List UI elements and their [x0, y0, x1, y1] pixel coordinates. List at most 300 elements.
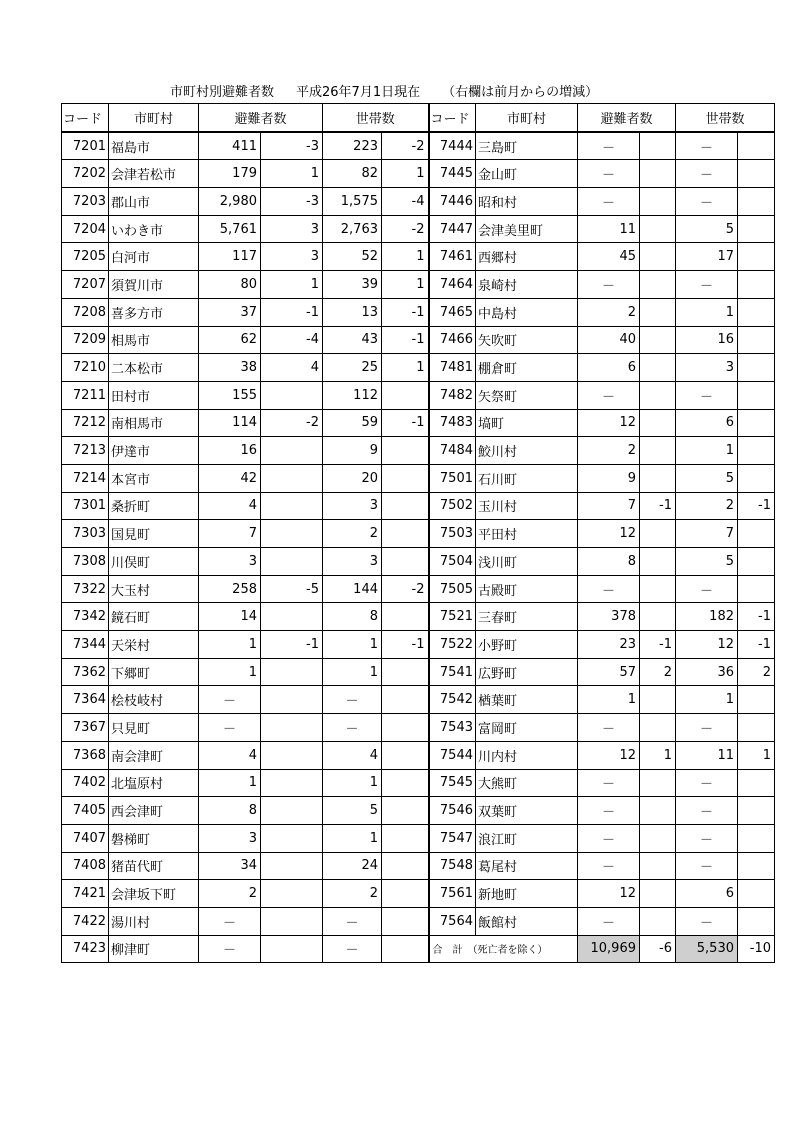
households-cell: 3 — [323, 548, 382, 576]
households-cell: 39 — [323, 271, 382, 299]
city-cell: 本宮市 — [109, 464, 199, 492]
evacuees-change-cell: 1 — [640, 741, 676, 769]
table-row — [62, 603, 775, 631]
households-change-cell: 1 — [382, 243, 429, 271]
table-row — [62, 907, 775, 935]
table-row — [62, 575, 775, 603]
evacuees-change-cell — [261, 658, 323, 686]
city-cell: 三島町 — [476, 132, 578, 160]
city-cell: 平田村 — [476, 520, 578, 548]
evacuees-change-cell — [640, 160, 676, 188]
households-change-cell: 1 — [738, 741, 775, 769]
households-cell: 17 — [676, 243, 738, 271]
households-change-cell — [738, 464, 775, 492]
evacuees-cell: 8 — [578, 548, 640, 576]
code-cell: 7546 — [429, 797, 476, 825]
code-cell: 7545 — [429, 769, 476, 797]
code-cell: 7303 — [62, 520, 109, 548]
evacuees-change-cell: 3 — [261, 243, 323, 271]
table-row — [62, 354, 775, 382]
table-row — [62, 797, 775, 825]
header-households-right: 世帯数 — [676, 104, 775, 132]
households-change-cell — [738, 824, 775, 852]
code-cell: 7308 — [62, 548, 109, 576]
households-change-cell — [382, 381, 429, 409]
code-cell: 7402 — [62, 769, 109, 797]
code-cell: 7207 — [62, 271, 109, 299]
households-cell: － — [323, 714, 382, 742]
city-cell: 棚倉町 — [476, 354, 578, 382]
evacuees-change-cell: -5 — [261, 575, 323, 603]
code-cell: 7408 — [62, 852, 109, 880]
city-cell: 鮫川村 — [476, 437, 578, 465]
households-cell: 5 — [676, 215, 738, 243]
households-change-cell: 1 — [382, 354, 429, 382]
code-cell: 7561 — [429, 880, 476, 908]
city-cell: 須賀川市 — [109, 271, 199, 299]
total-households: 5,530 — [676, 935, 738, 963]
city-cell: 北塩原村 — [109, 769, 199, 797]
code-cell: 7444 — [429, 132, 476, 160]
evacuees-cell: 7 — [578, 492, 640, 520]
code-cell: 7465 — [429, 298, 476, 326]
evacuees-cell: 179 — [199, 160, 261, 188]
code-cell: 7209 — [62, 326, 109, 354]
city-cell: 矢祭町 — [476, 381, 578, 409]
code-cell: 7212 — [62, 409, 109, 437]
evacuees-cell: 258 — [199, 575, 261, 603]
table-row — [62, 298, 775, 326]
evacuees-change-cell — [261, 797, 323, 825]
households-cell: － — [676, 852, 738, 880]
households-change-cell — [382, 492, 429, 520]
city-cell: 飯館村 — [476, 907, 578, 935]
code-cell: 7368 — [62, 741, 109, 769]
evacuees-change-cell — [640, 797, 676, 825]
header-code-left: コード — [62, 104, 109, 132]
code-cell: 7541 — [429, 658, 476, 686]
evacuees-change-cell: 2 — [640, 658, 676, 686]
evacuees-cell: 38 — [199, 354, 261, 382]
households-change-cell: 2 — [738, 658, 775, 686]
evacuees-change-cell — [640, 603, 676, 631]
households-cell: 59 — [323, 409, 382, 437]
evacuees-change-cell: -3 — [261, 188, 323, 216]
evacuees-cell: 2 — [199, 880, 261, 908]
evacuees-change-cell: -3 — [261, 132, 323, 160]
evacuees-cell: － — [578, 132, 640, 160]
evacuees-change-cell — [640, 852, 676, 880]
city-cell: 中島村 — [476, 298, 578, 326]
households-change-cell — [382, 741, 429, 769]
households-cell: 2 — [676, 492, 738, 520]
evacuees-change-cell: -4 — [261, 326, 323, 354]
households-cell: 13 — [323, 298, 382, 326]
households-change-cell: -2 — [382, 215, 429, 243]
evacuees-cell: － — [199, 686, 261, 714]
households-cell: 5 — [323, 797, 382, 825]
table-row — [62, 658, 775, 686]
evacuees-cell: － — [578, 797, 640, 825]
households-change-cell — [382, 686, 429, 714]
evacuees-change-cell — [640, 548, 676, 576]
evacuees-change-cell — [640, 215, 676, 243]
evacuees-change-cell — [261, 548, 323, 576]
households-change-cell — [738, 132, 775, 160]
households-change-cell — [382, 935, 429, 963]
city-cell: 郡山市 — [109, 188, 199, 216]
households-cell: － — [676, 824, 738, 852]
city-cell: 相馬市 — [109, 326, 199, 354]
households-change-cell — [382, 520, 429, 548]
evacuees-change-cell: 4 — [261, 354, 323, 382]
evacuees-change-cell — [640, 824, 676, 852]
evacuees-cell: － — [578, 824, 640, 852]
city-cell: 浪江町 — [476, 824, 578, 852]
evacuees-cell: 4 — [199, 492, 261, 520]
code-cell: 7461 — [429, 243, 476, 271]
evacuees-change-cell — [640, 769, 676, 797]
code-cell: 7405 — [62, 797, 109, 825]
evacuees-change-cell — [261, 686, 323, 714]
households-cell: － — [676, 160, 738, 188]
households-change-cell: -2 — [382, 575, 429, 603]
evacuees-cell: 378 — [578, 603, 640, 631]
evacuees-cell: 16 — [199, 437, 261, 465]
city-cell: 田村市 — [109, 381, 199, 409]
evacuees-change-cell — [640, 381, 676, 409]
households-cell: 43 — [323, 326, 382, 354]
city-cell: 南会津町 — [109, 741, 199, 769]
households-change-cell: 1 — [382, 160, 429, 188]
evacuees-cell: 1 — [578, 686, 640, 714]
city-cell: 南相馬市 — [109, 409, 199, 437]
city-cell: 桑折町 — [109, 492, 199, 520]
code-cell: 7446 — [429, 188, 476, 216]
city-cell: 天栄村 — [109, 631, 199, 659]
table-row — [62, 381, 775, 409]
city-cell: 楢葉町 — [476, 686, 578, 714]
evacuees-change-cell — [640, 714, 676, 742]
city-cell: 柳津町 — [109, 935, 199, 963]
code-cell: 7202 — [62, 160, 109, 188]
evacuees-change-cell: 1 — [261, 271, 323, 299]
page-title — [170, 81, 620, 100]
code-cell: 7344 — [62, 631, 109, 659]
header-city-left: 市町村 — [109, 104, 199, 132]
city-cell: 浅川町 — [476, 548, 578, 576]
households-change-cell: -4 — [382, 188, 429, 216]
header-code-right: コード — [429, 104, 476, 132]
households-cell: 1 — [323, 824, 382, 852]
households-cell: 6 — [676, 880, 738, 908]
evacuees-cell: － — [199, 714, 261, 742]
table-row — [62, 160, 775, 188]
households-cell: 2 — [323, 880, 382, 908]
households-cell: 223 — [323, 132, 382, 160]
evacuees-cell: 1 — [199, 631, 261, 659]
table-row — [62, 769, 775, 797]
households-cell: 36 — [676, 658, 738, 686]
households-change-cell — [382, 464, 429, 492]
evacuees-change-cell — [261, 907, 323, 935]
evacuees-change-cell: 3 — [261, 215, 323, 243]
households-cell: 1 — [323, 631, 382, 659]
households-cell: 9 — [323, 437, 382, 465]
evacuees-cell: 23 — [578, 631, 640, 659]
households-cell: － — [323, 907, 382, 935]
code-cell: 7204 — [62, 215, 109, 243]
households-cell: － — [676, 769, 738, 797]
evacuees-cell: 8 — [199, 797, 261, 825]
code-cell: 7483 — [429, 409, 476, 437]
evacuees-cell: － — [578, 271, 640, 299]
city-cell: 西会津町 — [109, 797, 199, 825]
evacuees-cell: 12 — [578, 880, 640, 908]
table-row — [62, 631, 775, 659]
households-change-cell — [738, 326, 775, 354]
evacuees-change-cell — [640, 271, 676, 299]
evacuees-cell: 6 — [578, 354, 640, 382]
households-cell: 1,575 — [323, 188, 382, 216]
evacuees-change-cell — [261, 603, 323, 631]
table-row — [62, 464, 775, 492]
households-cell: 1 — [676, 437, 738, 465]
city-cell: 鏡石町 — [109, 603, 199, 631]
city-cell: 湯川村 — [109, 907, 199, 935]
households-change-cell: -1 — [738, 631, 775, 659]
evacuees-change-cell — [640, 520, 676, 548]
total-households-change: -10 — [738, 935, 775, 963]
households-change-cell — [738, 188, 775, 216]
households-change-cell — [738, 160, 775, 188]
header-row — [62, 104, 775, 132]
households-change-cell — [738, 575, 775, 603]
evacuees-cell: 7 — [199, 520, 261, 548]
table-row — [62, 437, 775, 465]
evacuees-cell: 34 — [199, 852, 261, 880]
evacuees-cell: － — [578, 575, 640, 603]
city-cell: 只見町 — [109, 714, 199, 742]
city-cell: いわき市 — [109, 215, 199, 243]
code-cell: 7342 — [62, 603, 109, 631]
evacuees-cell: 37 — [199, 298, 261, 326]
evacuees-cell: － — [578, 160, 640, 188]
households-cell: 7 — [676, 520, 738, 548]
table-row — [62, 548, 775, 576]
households-cell: － — [676, 188, 738, 216]
code-cell: 7423 — [62, 935, 109, 963]
city-cell: 大玉村 — [109, 575, 199, 603]
total-evacuees: 10,969 — [578, 935, 640, 963]
households-cell: 182 — [676, 603, 738, 631]
evacuees-cell: 11 — [578, 215, 640, 243]
evacuees-change-cell — [640, 575, 676, 603]
evacuees-cell: 57 — [578, 658, 640, 686]
code-cell: 7301 — [62, 492, 109, 520]
evacuees-change-cell — [640, 132, 676, 160]
households-change-cell — [382, 907, 429, 935]
evacuees-change-cell: -1 — [640, 631, 676, 659]
city-cell: 磐梯町 — [109, 824, 199, 852]
households-change-cell — [738, 769, 775, 797]
evacuees-change-cell — [640, 464, 676, 492]
header-city-right: 市町村 — [476, 104, 578, 132]
city-cell: 桧枝岐村 — [109, 686, 199, 714]
code-cell: 7481 — [429, 354, 476, 382]
households-change-cell: -1 — [738, 492, 775, 520]
evacuees-change-cell — [640, 907, 676, 935]
evacuees-change-cell — [640, 409, 676, 437]
households-change-cell — [738, 686, 775, 714]
code-cell: 7367 — [62, 714, 109, 742]
households-cell: 8 — [323, 603, 382, 631]
code-cell: 7205 — [62, 243, 109, 271]
households-cell: 4 — [323, 741, 382, 769]
evacuees-cell: － — [578, 188, 640, 216]
households-cell: － — [676, 797, 738, 825]
households-change-cell: -1 — [382, 326, 429, 354]
code-cell: 7464 — [429, 271, 476, 299]
code-cell: 7484 — [429, 437, 476, 465]
table-row — [62, 880, 775, 908]
code-cell: 7543 — [429, 714, 476, 742]
city-cell: 喜多方市 — [109, 298, 199, 326]
code-cell: 7548 — [429, 852, 476, 880]
evacuees-cell: 3 — [199, 548, 261, 576]
total-label: 合 計 （死亡者を除く） — [429, 935, 578, 963]
evacuees-change-cell: -1 — [261, 298, 323, 326]
households-change-cell — [738, 409, 775, 437]
code-cell: 7504 — [429, 548, 476, 576]
table-row — [62, 243, 775, 271]
evacuees-change-cell — [261, 741, 323, 769]
households-change-cell: -1 — [382, 631, 429, 659]
evacuees-change-cell — [640, 354, 676, 382]
households-cell: 1 — [323, 769, 382, 797]
households-change-cell — [738, 852, 775, 880]
header-evacuees-right: 避難者数 — [578, 104, 676, 132]
households-change-cell — [738, 907, 775, 935]
households-cell: － — [676, 271, 738, 299]
code-cell: 7407 — [62, 824, 109, 852]
code-cell: 7214 — [62, 464, 109, 492]
households-cell: 3 — [323, 492, 382, 520]
evacuees-cell: 40 — [578, 326, 640, 354]
households-change-cell — [738, 215, 775, 243]
evacuees-change-cell — [640, 326, 676, 354]
households-cell: 5 — [676, 548, 738, 576]
evacuees-change-cell — [640, 880, 676, 908]
evacuees-cell: 12 — [578, 741, 640, 769]
city-cell: 伊達市 — [109, 437, 199, 465]
table-row — [62, 824, 775, 852]
city-cell: 会津美里町 — [476, 215, 578, 243]
households-cell: 12 — [676, 631, 738, 659]
code-cell: 7362 — [62, 658, 109, 686]
evacuees-change-cell: -1 — [640, 492, 676, 520]
table-row — [62, 326, 775, 354]
code-cell: 7547 — [429, 824, 476, 852]
evacuees-change-cell — [261, 935, 323, 963]
evacuees-change-cell — [640, 686, 676, 714]
code-cell: 7364 — [62, 686, 109, 714]
evacuees-change-cell: -2 — [261, 409, 323, 437]
evacuees-cell: － — [578, 769, 640, 797]
title-date: 平成26年7月1日現在 — [296, 85, 421, 100]
header-evacuees-left: 避難者数 — [199, 104, 323, 132]
evacuees-change-cell — [261, 824, 323, 852]
households-cell: 82 — [323, 160, 382, 188]
table-row — [62, 520, 775, 548]
city-cell: 二本松市 — [109, 354, 199, 382]
evacuees-cell: 14 — [199, 603, 261, 631]
households-cell: 2,763 — [323, 215, 382, 243]
households-change-cell — [382, 880, 429, 908]
households-change-cell — [738, 714, 775, 742]
code-cell: 7210 — [62, 354, 109, 382]
table-row — [62, 935, 775, 963]
evacuees-cell: 155 — [199, 381, 261, 409]
evacuees-cell: 1 — [199, 769, 261, 797]
households-cell: 1 — [676, 686, 738, 714]
city-cell: 大熊町 — [476, 769, 578, 797]
city-cell: 西郷村 — [476, 243, 578, 271]
code-cell: 7422 — [62, 907, 109, 935]
table-row — [62, 271, 775, 299]
evacuees-change-cell — [261, 769, 323, 797]
city-cell: 金山町 — [476, 160, 578, 188]
households-cell: 2 — [323, 520, 382, 548]
city-cell: 昭和村 — [476, 188, 578, 216]
code-cell: 7201 — [62, 132, 109, 160]
evacuees-cell: 45 — [578, 243, 640, 271]
city-cell: 会津坂下町 — [109, 880, 199, 908]
evacuees-cell: 3 — [199, 824, 261, 852]
households-change-cell — [382, 824, 429, 852]
city-cell: 川俣町 — [109, 548, 199, 576]
city-cell: 会津若松市 — [109, 160, 199, 188]
table-row — [62, 132, 775, 160]
code-cell: 7447 — [429, 215, 476, 243]
evacuees-cell: 42 — [199, 464, 261, 492]
title-main: 市町村別避難者数 — [170, 85, 275, 100]
households-cell: 11 — [676, 741, 738, 769]
households-change-cell — [738, 548, 775, 576]
table-row — [62, 686, 775, 714]
evacuees-change-cell — [640, 298, 676, 326]
households-change-cell — [738, 520, 775, 548]
evacuees-cell: － — [578, 381, 640, 409]
households-cell: 5 — [676, 464, 738, 492]
evacuees-change-cell: 1 — [261, 160, 323, 188]
title-note: （右欄は前月からの増減） — [442, 85, 599, 100]
header-households-left: 世帯数 — [323, 104, 429, 132]
households-cell: 1 — [676, 298, 738, 326]
table-row — [62, 215, 775, 243]
code-cell: 7322 — [62, 575, 109, 603]
city-cell: 矢吹町 — [476, 326, 578, 354]
evacuees-cell: － — [199, 935, 261, 963]
evacuees-cell: 80 — [199, 271, 261, 299]
households-change-cell — [382, 437, 429, 465]
evacuees-change-cell — [261, 437, 323, 465]
households-cell: － — [676, 714, 738, 742]
households-change-cell — [738, 271, 775, 299]
city-cell: 富岡町 — [476, 714, 578, 742]
city-cell: 川内村 — [476, 741, 578, 769]
evacuees-cell: 2,980 — [199, 188, 261, 216]
